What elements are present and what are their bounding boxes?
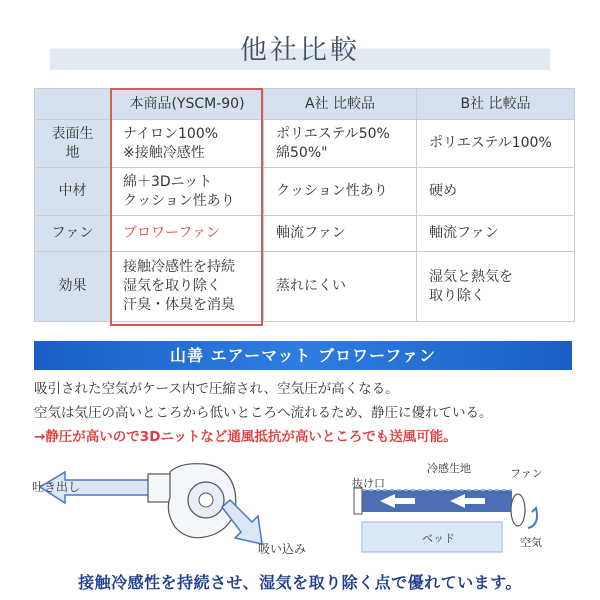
table-cell: ポリエステル100%: [417, 120, 575, 168]
table-cell: クッション性あり: [264, 168, 417, 216]
table-cell: 接触冷感性を持続 湿気を取り除く 汗臭・体臭を消臭: [111, 252, 264, 322]
footer-summary: 接触冷感性を持続させ、湿気を取り除く点で優れています。: [78, 573, 522, 592]
header-company-b: B社 比較品: [417, 89, 575, 120]
page-title: 他社比較: [240, 35, 360, 66]
description-line: 吸引された空気がケース内で圧縮され、空気圧が高くなる。: [34, 381, 399, 397]
fan-hub: [199, 493, 213, 507]
comparison-table: [34, 88, 575, 322]
air-label: 空気: [520, 536, 542, 549]
header-company-a: A社 比較品: [264, 89, 417, 120]
description-line: 空気は気圧の高いところから低いところへ流れるため、静圧に優れている。: [34, 405, 493, 421]
table-corner-cell: [35, 89, 111, 120]
table-cell: 軸流ファン: [417, 216, 575, 252]
table-cell: ブロワーファン: [111, 216, 264, 252]
table-cell: 蒸れにくい: [264, 252, 417, 322]
row-label-effect: 効果: [35, 252, 111, 322]
header-our-product: 本商品(YSCM-90): [111, 89, 264, 120]
outlet-label: 吐き出し: [32, 480, 81, 494]
table-row: [35, 120, 575, 168]
section-banner: 山善 エアーマット ブロワーファン: [34, 341, 572, 370]
table-cell: ポリエステル50% 綿50%": [264, 120, 417, 168]
fabric-label: 冷感生地: [427, 462, 471, 475]
table-cell: 湿気と熱気を 取り除く: [417, 252, 575, 322]
row-label-filling: 中材: [35, 168, 111, 216]
table-header-row: [35, 89, 575, 120]
fan-label: ファン: [510, 467, 543, 480]
bed-label: ベッド: [422, 532, 455, 545]
exit-label: 抜け口: [352, 477, 385, 490]
air-intake-arrow: [528, 508, 537, 528]
intake-label: 吸い込み: [258, 542, 307, 556]
table-cell: 軸流ファン: [264, 216, 417, 252]
table-cell: 綿＋3Dニット クッション性あり: [111, 168, 264, 216]
table-cell: 硬め: [417, 168, 575, 216]
row-label-fabric: 表面生地: [35, 120, 111, 168]
row-label-fan: ファン: [35, 216, 111, 252]
description-highlight: →静圧が高いので3Dニットなど通風抵抗が高いところでも送風可能。: [34, 429, 457, 445]
table-row: [35, 216, 575, 252]
exit-port: [354, 488, 362, 514]
table-row: [35, 168, 575, 216]
fan-unit: [511, 494, 525, 526]
table-row: [35, 252, 575, 322]
table-cell: ナイロン100% ※接触冷感性: [111, 120, 264, 168]
